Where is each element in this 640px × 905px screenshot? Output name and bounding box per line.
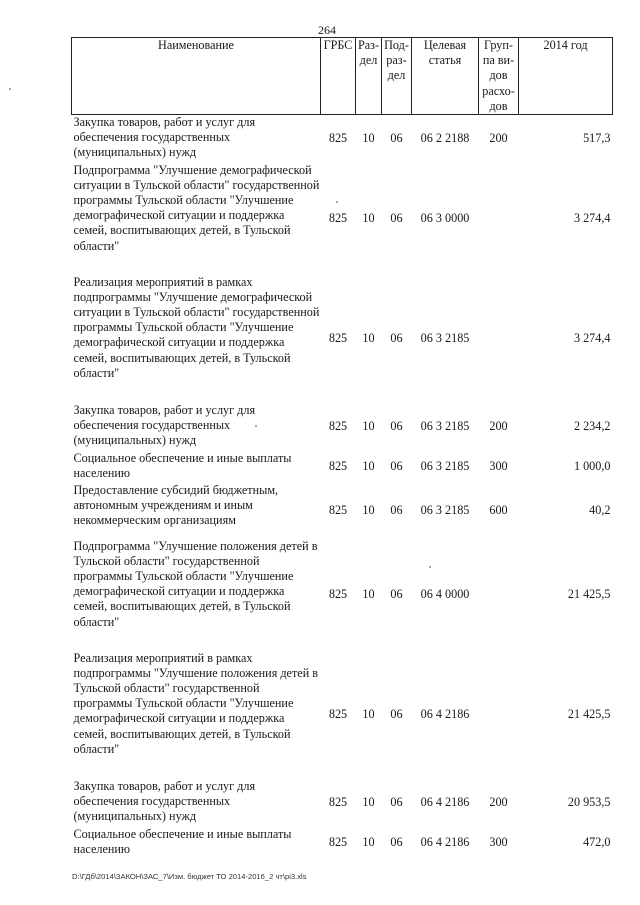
- row-razdel: 10: [362, 586, 375, 601]
- budget-table-container: [71, 37, 612, 859]
- row-gruppa: 300: [489, 458, 508, 473]
- header-name: Наименование: [72, 38, 321, 115]
- row-sum: 472,0: [583, 834, 611, 849]
- header-razdel-line: Раз-: [357, 38, 380, 52]
- table-row: [72, 115, 613, 163]
- row-name: Закупка товаров, работ и услуг для обеспечения государственных (муниципальных) нужд: [73, 778, 256, 823]
- header-podrazdel-line: Под-: [384, 38, 409, 52]
- header-podrazdel-line: раз-: [386, 53, 407, 68]
- row-name: Закупка товаров, работ и услуг для обеспечения государственных (муниципальных) нужд: [73, 115, 256, 160]
- row-sum: 517,3: [583, 131, 611, 146]
- row-sum: 20 953,5: [567, 794, 611, 809]
- row-sum: 3 274,4: [573, 330, 611, 345]
- table-row: [72, 827, 613, 859]
- header-gruppa-line: расхо-: [482, 83, 515, 98]
- row-grbs: 825: [328, 330, 348, 345]
- row-name: Социальное обеспечение и иные выплаты населению: [73, 826, 292, 856]
- row-razdel: 10: [362, 458, 375, 473]
- table-row: [72, 275, 613, 403]
- row-podrazdel: 06: [390, 418, 403, 433]
- row-gruppa: 200: [489, 794, 508, 809]
- row-grbs: 825: [328, 586, 348, 601]
- row-grbs: 825: [328, 834, 348, 849]
- table-row: [72, 451, 613, 483]
- row-gruppa: 300: [489, 834, 508, 849]
- row-sum: 40,2: [589, 502, 611, 517]
- header-celevaya-line: Целевая: [423, 38, 467, 52]
- table-row: [72, 779, 613, 827]
- row-celevaya: 06 4 0000: [420, 586, 470, 601]
- row-gruppa: [479, 539, 519, 651]
- row-grbs: 825: [328, 458, 348, 473]
- scan-speck: [9, 88, 11, 90]
- row-grbs: 825: [328, 210, 348, 225]
- row-razdel: 10: [362, 502, 375, 517]
- row-celevaya: 06 3 2185: [420, 330, 470, 345]
- row-sum: 21 425,5: [567, 706, 611, 721]
- row-razdel: 10: [362, 706, 375, 721]
- footer-file-path: D:\ГДб\2014\ЗАКОН\ЗАС_7\Изм. бюджет ТО 2014-2016_2 чт\рі3.xls: [72, 872, 307, 881]
- table-row: [72, 163, 613, 275]
- row-sum: 3 274,4: [573, 210, 611, 225]
- header-podrazdel: [382, 38, 412, 115]
- row-sum: 1 000,0: [573, 458, 611, 473]
- scan-speck: [255, 425, 257, 427]
- header-grbs: ГРБС: [321, 38, 356, 115]
- header-year: 2014 год: [519, 38, 613, 115]
- table-row: [72, 403, 613, 451]
- row-grbs: 825: [328, 131, 348, 146]
- row-name: Подпрограмма "Улучшение демографической ситуации в Тульской области" государственной программы Тульской области "Улучшение демографической ситуации и поддержка семей, воспитывающих детей, в Тульской области": [73, 162, 320, 253]
- table-row: [72, 539, 613, 651]
- header-gruppa-line: дов: [489, 98, 508, 113]
- table-row: [72, 483, 613, 539]
- header-gruppa-line: па ви-: [482, 53, 515, 68]
- header-celevaya-line: статья: [428, 53, 462, 68]
- row-gruppa: [479, 651, 519, 779]
- row-celevaya: 06 2 2188: [420, 131, 470, 146]
- row-podrazdel: 06: [390, 586, 403, 601]
- row-gruppa: 200: [489, 418, 508, 433]
- header-razdel: [356, 38, 382, 115]
- page-number: 264: [318, 23, 336, 37]
- row-name: Подпрограмма "Улучшение положения детей в Тульской области" государственной программы Тульской области "Улучшение демографической ситуации и поддержка семей, воспитывающих детей, в Тульской области": [73, 538, 318, 629]
- row-celevaya: 06 3 2185: [420, 458, 470, 473]
- row-celevaya: 06 3 0000: [420, 210, 470, 225]
- header-gruppa-line: Груп-: [484, 38, 513, 52]
- row-celevaya: 06 4 2186: [420, 834, 470, 849]
- row-podrazdel: 06: [390, 210, 403, 225]
- row-gruppa: [479, 163, 519, 275]
- scan-speck: [429, 566, 431, 568]
- row-grbs: 825: [328, 794, 348, 809]
- row-celevaya: 06 4 2186: [420, 794, 470, 809]
- row-razdel: 10: [362, 131, 375, 146]
- row-name: Реализация мероприятий в рамках подпрограммы "Улучшение положения детей в Тульской области" государственной программы Тульской области "Улучшение демографической ситуации и поддержка семей, воспитывающих детей, в Тульской области": [73, 650, 319, 756]
- row-razdel: 10: [362, 418, 375, 433]
- row-celevaya: 06 4 2186: [420, 706, 470, 721]
- header-podrazdel-line: дел: [387, 68, 406, 83]
- scan-speck: [336, 201, 338, 203]
- row-podrazdel: 06: [390, 834, 403, 849]
- row-name: Реализация мероприятий в рамках подпрограммы "Улучшение демографической ситуации в Тульской области" государственной программы Тульской области "Улучшение демографической ситуации и поддержка семей, воспитывающих детей, в Тульской области": [73, 274, 320, 380]
- row-podrazdel: 06: [390, 502, 403, 517]
- row-razdel: 10: [362, 210, 375, 225]
- table-header-row: [72, 38, 613, 115]
- row-grbs: 825: [328, 706, 348, 721]
- row-podrazdel: 06: [390, 706, 403, 721]
- row-sum: 2 234,2: [573, 418, 611, 433]
- row-razdel: 10: [362, 330, 375, 345]
- row-name: Социальное обеспечение и иные выплаты населению: [73, 450, 292, 480]
- row-podrazdel: 06: [390, 458, 403, 473]
- row-name: Предоставление субсидий бюджетным, автономным учреждениям и иным некоммерческим организациям: [73, 482, 279, 527]
- header-gruppa: [479, 38, 519, 115]
- row-celevaya: 06 3 2185: [420, 502, 470, 517]
- row-gruppa: 200: [489, 131, 508, 146]
- row-podrazdel: 06: [390, 330, 403, 345]
- row-name: Закупка товаров, работ и услуг для обеспечения государственных (муниципальных) нужд: [73, 402, 256, 447]
- row-sum: 21 425,5: [567, 586, 611, 601]
- row-razdel: 10: [362, 794, 375, 809]
- row-razdel: 10: [362, 834, 375, 849]
- row-grbs: 825: [328, 418, 348, 433]
- row-podrazdel: 06: [390, 131, 403, 146]
- header-gruppa-line: дов: [489, 68, 508, 83]
- header-celevaya: [412, 38, 479, 115]
- row-grbs: 825: [328, 502, 348, 517]
- row-gruppa: 600: [489, 502, 508, 517]
- row-celevaya: 06 3 2185: [420, 418, 470, 433]
- row-podrazdel: 06: [390, 794, 403, 809]
- row-gruppa: [479, 275, 519, 403]
- budget-table: [71, 37, 613, 859]
- header-razdel-line: дел: [359, 53, 378, 68]
- table-row: [72, 651, 613, 779]
